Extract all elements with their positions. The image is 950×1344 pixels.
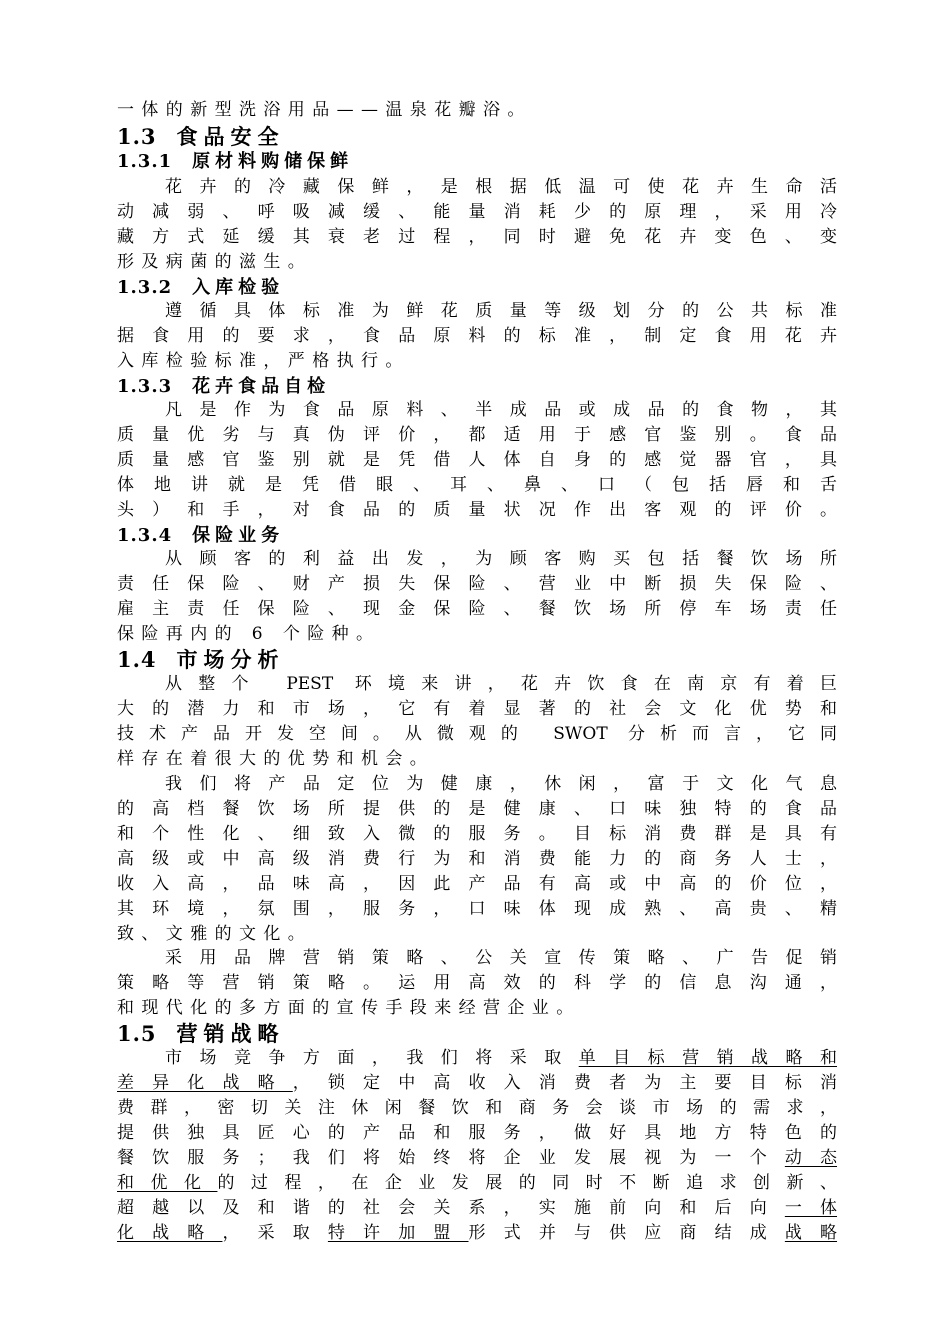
text-line: 高级或中高级消费行为和消费能力的商务人士，	[117, 849, 837, 869]
text-line: 提供独具匠心的产品和服务，做好具地方特色的	[117, 1123, 837, 1143]
subsection-heading-1-3-3	[117, 374, 837, 399]
text-line: 其环境，氛围，服务，口味体现成熟、高贵、精	[117, 899, 837, 919]
text-line: 我们将产品定位为健康，休闲，富于文化气息	[165, 774, 837, 794]
text-line: 凡是作为食品原料、半成品或成品的食物，其	[165, 400, 837, 420]
section-number: 1.3.3	[117, 376, 173, 397]
section-heading-1-3	[117, 124, 837, 149]
text-line	[117, 1196, 837, 1221]
text-line: 体地讲就是凭借眼、耳、鼻、口（包括唇和舌	[117, 475, 837, 495]
text-segment: 餐饮服务；我们将始终将企业发展视为一个	[117, 1148, 785, 1168]
text-line: 雇主责任保险、现金保险、餐饮场所停车场责任	[117, 599, 837, 619]
text-line: 样存在着很大的优势和机会。	[117, 749, 435, 769]
text-line: 形及病菌的滋生。	[117, 252, 313, 272]
text-segment: 超越以及和谐的社会关系，实施前向和后向	[117, 1198, 785, 1218]
text-line: 从顾客的利益出发，为顾客购买包括餐饮场所	[165, 549, 837, 569]
text-line	[165, 1046, 837, 1071]
text-line: 责任保险、财产损失保险、营业中断损失保险、	[117, 574, 837, 594]
underlined-term: 单目标营销战略和	[578, 1048, 838, 1068]
underlined-term: 动态	[784, 1148, 838, 1168]
text-line	[117, 1146, 837, 1171]
section-number: 1.4	[117, 647, 157, 672]
underlined-term: 差异化战略	[117, 1073, 293, 1093]
text-segment: ，锁定中高收入消费者为主要目标消	[292, 1073, 837, 1093]
section-number: 1.3	[117, 124, 157, 149]
text-segment: ，采取	[222, 1223, 328, 1243]
text-segment: 的过程，在企业发展的同时不断追求创新、	[217, 1173, 838, 1193]
section-title: 原材料购储保鲜	[192, 151, 354, 172]
section-number: 1.5	[117, 1021, 157, 1046]
text-line: 一体的新型洗浴用品——温泉花瓣浴。	[117, 100, 532, 120]
text-line: 保险再内的 6 个险种。	[117, 624, 381, 644]
section-title: 市场分析	[176, 647, 285, 672]
text-line: 技术产品开发空间。从微观的 SWOT 分析而言，它同	[117, 724, 837, 744]
text-line: 藏方式延缓其衰老过程，同时避免花卉变色、变	[117, 227, 837, 247]
text-line: 的高档餐饮场所提供的是健康、口味独特的食品	[117, 799, 837, 819]
text-line	[117, 1071, 837, 1096]
text-line: 策略等营销策略。运用高效的科学的信息沟通，	[117, 973, 837, 993]
text-line: 质量优劣与真伪评价，都适用于感官鉴别。食品	[117, 425, 837, 445]
text-line: 花卉的冷藏保鲜，是根据低温可使花卉生命活	[165, 177, 837, 197]
underlined-term: 一体	[784, 1198, 838, 1218]
underlined-term: 和优化	[117, 1173, 218, 1193]
underlined-term: 战略	[784, 1223, 838, 1243]
text-line: 致、文雅的文化。	[117, 924, 313, 944]
underlined-term: 化战略	[117, 1223, 223, 1243]
subsection-heading-1-3-4	[117, 523, 837, 548]
text-line: 和现代化的多方面的宣传手段来经营企业。	[117, 998, 581, 1018]
section-title: 营销战略	[176, 1021, 285, 1046]
section-heading-1-4	[117, 647, 837, 672]
text-line: 采用品牌营销策略、公关宣传策略、广告促销	[165, 948, 837, 968]
section-title: 入库检验	[192, 277, 285, 298]
text-line: 大的潜力和市场，它有着显著的社会文化优势和	[117, 699, 837, 719]
subsection-heading-1-3-1	[117, 149, 837, 174]
text-line: 据食用的要求，食品原料的标准，制定食用花卉	[117, 326, 837, 346]
text-line	[117, 1221, 837, 1246]
section-number: 1.3.2	[117, 277, 173, 298]
section-heading-1-5	[117, 1021, 837, 1046]
text-line: 头）和手，对食品的质量状况作出客观的评价。	[117, 500, 837, 520]
section-number: 1.3.1	[117, 151, 173, 172]
text-segment: 形式并与供应商结成	[468, 1223, 785, 1243]
text-line: 入库检验标准，严格执行。	[117, 351, 410, 371]
underlined-term: 特许加盟	[327, 1223, 469, 1243]
text-line: 收入高，品味高，因此产品有高或中高的价位，	[117, 874, 837, 894]
subsection-heading-1-3-2	[117, 275, 837, 300]
text-line: 遵循具体标准为鲜花质量等级划分的公共标准	[165, 301, 837, 321]
text-line: 从整个 PEST 环境来讲，花卉饮食在南京有着巨	[165, 674, 837, 694]
text-line	[117, 1171, 837, 1196]
text-line: 和个性化、细致入微的服务。目标消费群是具有	[117, 824, 837, 844]
section-number: 1.3.4	[117, 525, 173, 546]
text-line: 费群，密切关注休闲餐饮和商务会谈市场的需求，	[117, 1098, 837, 1118]
section-title: 保险业务	[192, 525, 285, 546]
text-line: 动减弱、呼吸减缓、能量消耗少的原理，采用冷	[117, 202, 837, 222]
text-line: 质量感官鉴别就是凭借人体自身的感觉器官，具	[117, 450, 837, 470]
text-segment: 市场竞争方面，我们将采取	[165, 1048, 579, 1068]
section-title: 花卉食品自检	[192, 376, 331, 397]
section-title: 食品安全	[176, 124, 285, 149]
